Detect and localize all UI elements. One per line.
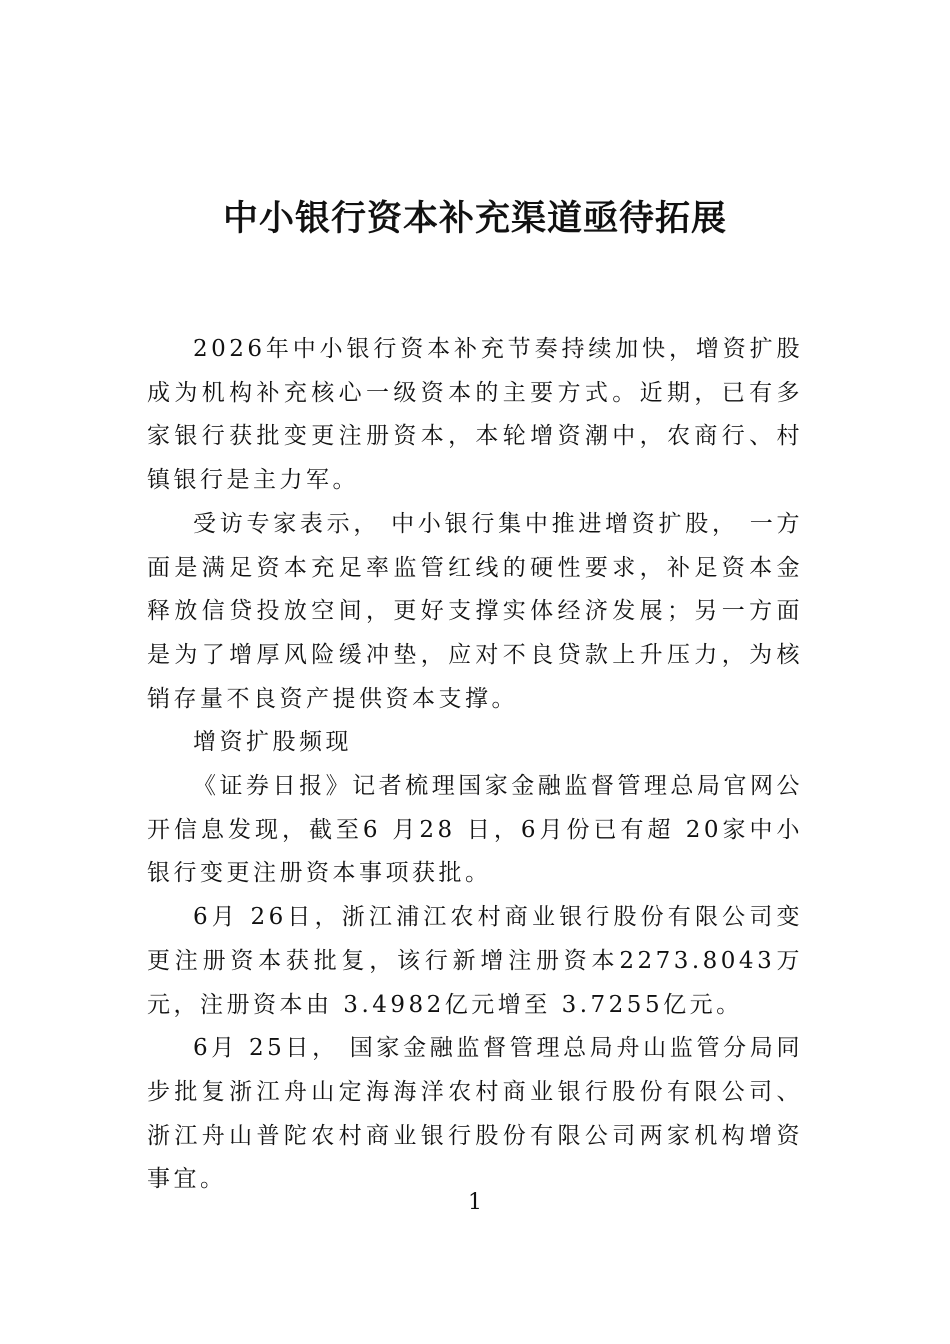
- paragraph-intro: 2026年中小银行资本补充节奏持续加快，增资扩股成为机构补充核心一级资本的主要方式。近期，已有多家银行获批变更注册资本，本轮增资潮中，农商行、村镇银行是主力军。: [147, 336, 803, 494]
- document-body: [147, 328, 803, 1202]
- document-title: 中小银行资本补充渠道亟待拓展: [222, 198, 727, 239]
- paragraph-pujiang-bank: 6月 26日，浙江浦江农村商业银行股份有限公司变更注册资本获批复，该行新增注册资本2273.8043万元，注册资本由 3.4982亿元增至 3.7255亿元。: [147, 904, 803, 1018]
- paragraph-expert-view: 受访专家表示， 中小银行集中推进增资扩股， 一方面是满足资本充足率监管红线的硬性要求，补足资本金释放信贷投放空间，更好支撑实体经济发展；另一方面是为了增厚风险缓冲垫，应对不良贷款上升压力，为核销存量不良资产提供资本支撑。: [147, 510, 803, 712]
- section-heading: 增资扩股频现: [193, 729, 352, 756]
- paragraph-statistics: 《证券日报》记者梳理国家金融监督管理总局官网公开信息发现，截至6 月28 日，6月份已有超 20家中小银行变更注册资本事项获批。: [147, 773, 803, 887]
- paragraph-zhoushan-banks: 6月 25日， 国家金融监督管理总局舟山监管分局同步批复浙江舟山定海海洋农村商业银行股份有限公司、浙江舟山普陀农村商业银行股份有限公司两家机构增资事宜。: [147, 1035, 803, 1193]
- page-number: 1: [468, 1190, 482, 1215]
